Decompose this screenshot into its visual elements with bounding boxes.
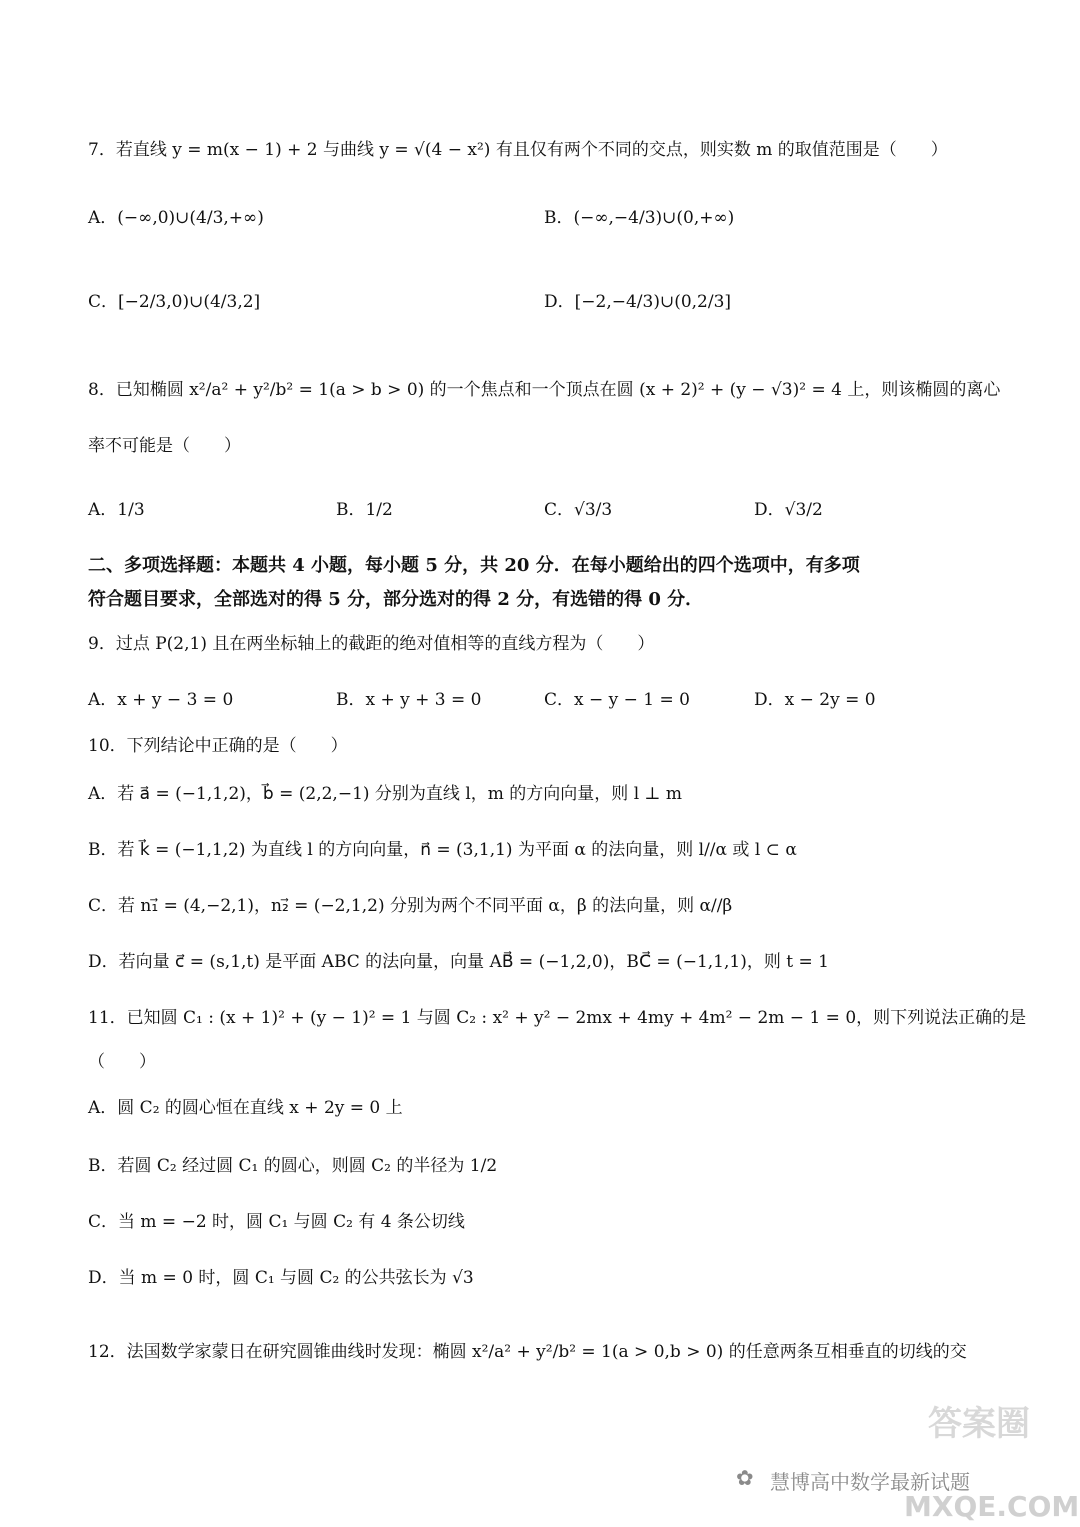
q10-option-b: B．若 k⃗ = (−1,1,2) 为直线 l 的方向向量，n⃗ = (3,1,1) 为平面 α 的法向量，则 l//α 或 l ⊂ α [88, 840, 797, 860]
q9-option-d: D．x − 2y = 0 [754, 690, 876, 710]
q8-option-a: A．1/3 [88, 500, 145, 520]
q7-option-d: D．[−2,−4/3)∪(0,2/3] [544, 292, 732, 312]
wechat-icon: ✿ [736, 1466, 754, 1490]
q9-option-b: B．x + y + 3 = 0 [336, 690, 482, 710]
watermark-account: 慧博高中数学最新试题 [770, 1470, 970, 1494]
q12-stem: 12．法国数学家蒙日在研究圆锥曲线时发现：椭圆 x²/a² + y²/b² = 1(a > 0,b > 0) 的任意两条互相垂直的切线的交 [88, 1342, 967, 1362]
q11-stem-line1: 11．已知圆 C₁ : (x + 1)² + (y − 1)² = 1 与圆 C₂ : x² + y² − 2mx + 4my + 4m² − 2m − 1 = 0，则下列说法正确的是 [88, 1008, 1027, 1028]
q9-stem: 9．过点 P(2,1) 且在两坐标轴上的截距的绝对值相等的直线方程为（ ） [88, 634, 655, 654]
q11-option-a: A．圆 C₂ 的圆心恒在直线 x + 2y = 0 上 [88, 1098, 403, 1118]
q8-stem-line1: 8．已知椭圆 x²/a² + y²/b² = 1(a > b > 0) 的一个焦点和一个顶点在圆 (x + 2)² + (y − √3)² = 4 上，则该椭圆的离心 [88, 380, 1001, 400]
watermark-site: MXQE.COM [904, 1490, 1080, 1523]
section2-heading-line1: 二、多项选择题：本题共 4 小题，每小题 5 分，共 20 分．在每小题给出的四个选项中，有多项 [88, 555, 860, 576]
q10-stem: 10．下列结论中正确的是（ ） [88, 736, 348, 756]
q8-option-d: D．√3/2 [754, 500, 823, 520]
q7-stem: 7．若直线 y = m(x − 1) + 2 与曲线 y = √(4 − x²) 有且仅有两个不同的交点，则实数 m 的取值范围是（ ） [88, 140, 948, 160]
q7-option-b: B．(−∞,−4/3)∪(0,+∞) [544, 208, 735, 228]
q7-option-c: C．[−2/3,0)∪(4/3,2] [88, 292, 261, 312]
q11-option-d: D．当 m = 0 时，圆 C₁ 与圆 C₂ 的公共弦长为 √3 [88, 1268, 474, 1288]
section2-heading-line2: 符合题目要求，全部选对的得 5 分，部分选对的得 2 分，有选错的得 0 分． [88, 589, 704, 610]
q10-option-d: D．若向量 c⃗ = (s,1,t) 是平面 ABC 的法向量，向量 AB⃗ = (−1,2,0)，BC⃗ = (−1,1,1)，则 t = 1 [88, 952, 829, 972]
q8-option-b: B．1/2 [336, 500, 393, 520]
q8-stem-line2: 率不可能是（ ） [88, 436, 241, 456]
q9-option-a: A．x + y − 3 = 0 [88, 690, 234, 710]
q9-option-c: C．x − y − 1 = 0 [544, 690, 690, 710]
q10-option-a: A．若 a⃗ = (−1,1,2)，b⃗ = (2,2,−1) 分别为直线 l，m 的方向向量，则 l ⊥ m [88, 784, 683, 804]
q11-stem-line2: （ ） [88, 1052, 156, 1072]
q8-option-c: C．√3/3 [544, 500, 613, 520]
q11-option-b: B．若圆 C₂ 经过圆 C₁ 的圆心，则圆 C₂ 的半径为 1/2 [88, 1156, 498, 1176]
q11-option-c: C．当 m = −2 时，圆 C₁ 与圆 C₂ 有 4 条公切线 [88, 1212, 465, 1232]
q10-option-c: C．若 n₁⃗ = (4,−2,1)，n₂⃗ = (−2,1,2) 分别为两个不同平面 α，β 的法向量，则 α//β [88, 896, 733, 916]
q7-option-a: A．(−∞,0)∪(4/3,+∞) [88, 208, 264, 228]
watermark-stamp: 答案圈 [928, 1404, 1030, 1444]
